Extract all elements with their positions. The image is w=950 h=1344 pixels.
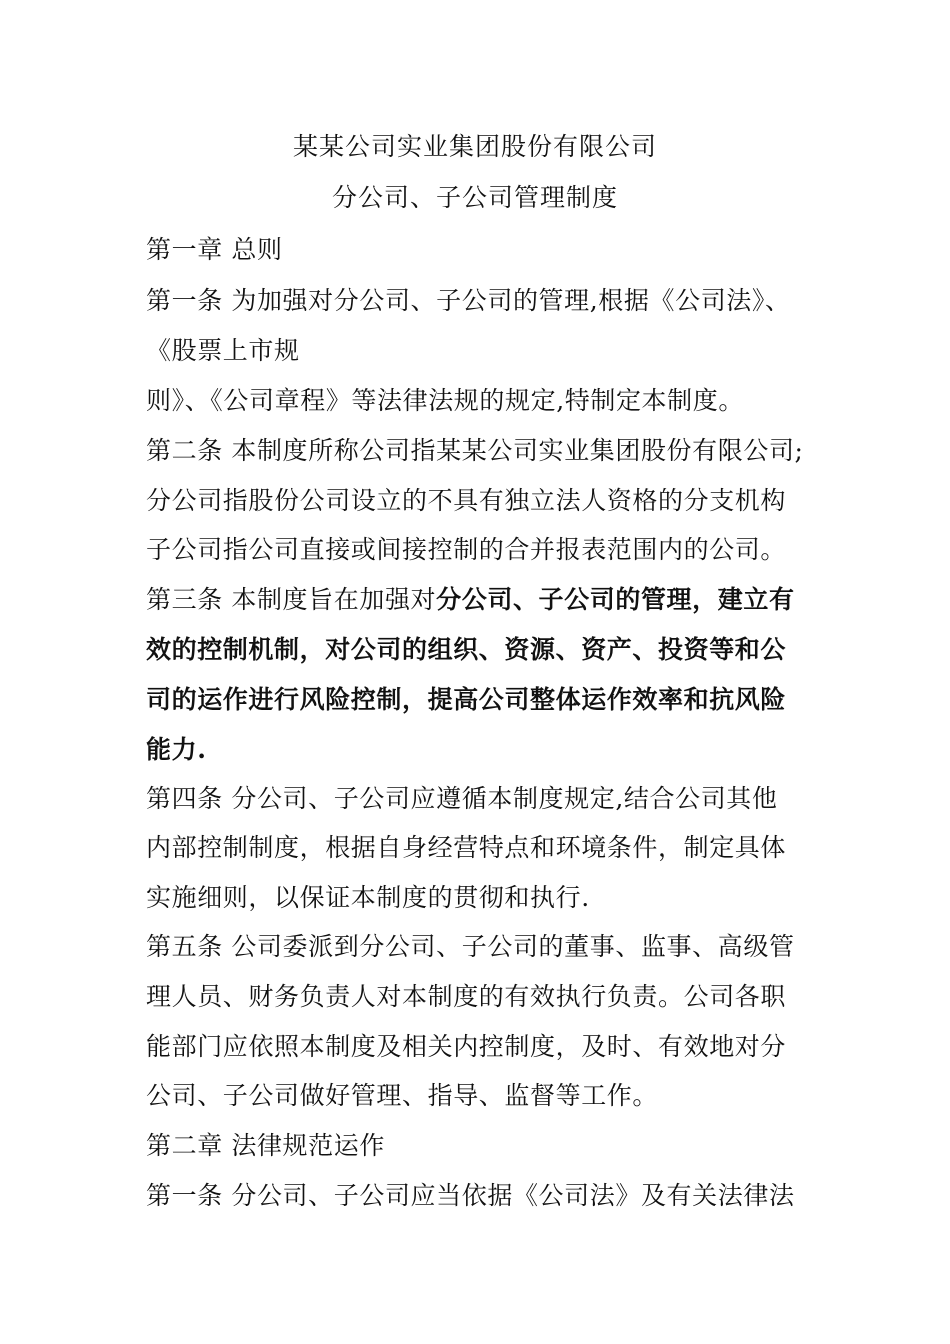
line-bold-text: 司的运作进行风险控制，提高公司整体运作效率和抗风险 bbox=[146, 685, 787, 714]
line-text: 分公司指股份公司设立的不具有独立法人资格的分支机构 bbox=[146, 486, 787, 515]
line-text: 子公司指公司直接或间接控制的合并报表范围内的公司。 bbox=[146, 535, 787, 564]
document-title-company: 某某公司实业集团股份有限公司 bbox=[292, 132, 657, 161]
paragraph-line bbox=[146, 585, 795, 615]
paragraph-line bbox=[146, 932, 795, 962]
line-text: 内部控制制度，根据自身经营特点和环境条件，制定具体 bbox=[146, 833, 787, 862]
paragraph-line bbox=[146, 486, 786, 516]
document-title-regulation: 分公司、子公司管理制度 bbox=[331, 183, 618, 212]
paragraph-line bbox=[146, 535, 786, 565]
paragraph-line bbox=[146, 784, 778, 814]
line-text: 第二章 法律规范运作 bbox=[146, 1131, 385, 1160]
line-text: 公司、子公司做好管理、指导、监督等工作。 bbox=[146, 1081, 659, 1110]
paragraph-line bbox=[146, 1032, 786, 1062]
line-text: 第三条 本制度旨在加强对 bbox=[146, 585, 437, 614]
line-text: 第二条 本制度所称公司指某某公司实业集团股份有限公司; bbox=[146, 436, 804, 465]
line-text: 实施细则，以保证本制度的贯彻和执行. bbox=[146, 883, 590, 912]
paragraph-line bbox=[146, 286, 791, 316]
paragraph-line bbox=[146, 883, 590, 913]
paragraph-line bbox=[146, 833, 786, 863]
chapter-2-heading bbox=[146, 1131, 385, 1161]
paragraph-line bbox=[146, 1081, 658, 1111]
line-text: 《股票上市规 bbox=[146, 336, 300, 365]
line-text: 理人员、财务负责人对本制度的有效执行负责。公司各职 bbox=[146, 982, 787, 1011]
chapter-1-heading bbox=[146, 235, 283, 265]
paragraph-line bbox=[146, 1181, 795, 1211]
line-text: 则》、《公司章程》等法律法规的规定,特制定本制度。 bbox=[146, 386, 744, 415]
paragraph-line bbox=[146, 336, 300, 366]
line-bold-text: 效的控制机制，对公司的组织、资源、资产、投资等和公 bbox=[146, 635, 787, 664]
line-bold-text: 分公司、子公司的管理，建立有 bbox=[436, 585, 795, 614]
paragraph-line bbox=[146, 735, 207, 765]
line-text: 第一章 总则 bbox=[146, 235, 283, 264]
paragraph-line bbox=[146, 386, 744, 416]
line-text: 第五条 公司委派到分公司、子公司的董事、监事、高级管 bbox=[146, 932, 795, 961]
paragraph-line bbox=[146, 982, 786, 1012]
line-text: 第一条 为加强对分公司、子公司的管理,根据《公司法》、 bbox=[146, 286, 791, 315]
line-bold-text: 能力. bbox=[146, 735, 207, 764]
paragraph-line bbox=[146, 436, 804, 466]
line-text: 能部门应依照本制度及相关内控制度，及时、有效地对分 bbox=[146, 1032, 787, 1061]
paragraph-line bbox=[146, 635, 786, 665]
line-text: 第一条 分公司、子公司应当依据《公司法》及有关法律法 bbox=[146, 1181, 795, 1210]
line-text: 第四条 分公司、子公司应遵循本制度规定,结合公司其他 bbox=[146, 784, 778, 813]
paragraph-line bbox=[146, 685, 786, 715]
